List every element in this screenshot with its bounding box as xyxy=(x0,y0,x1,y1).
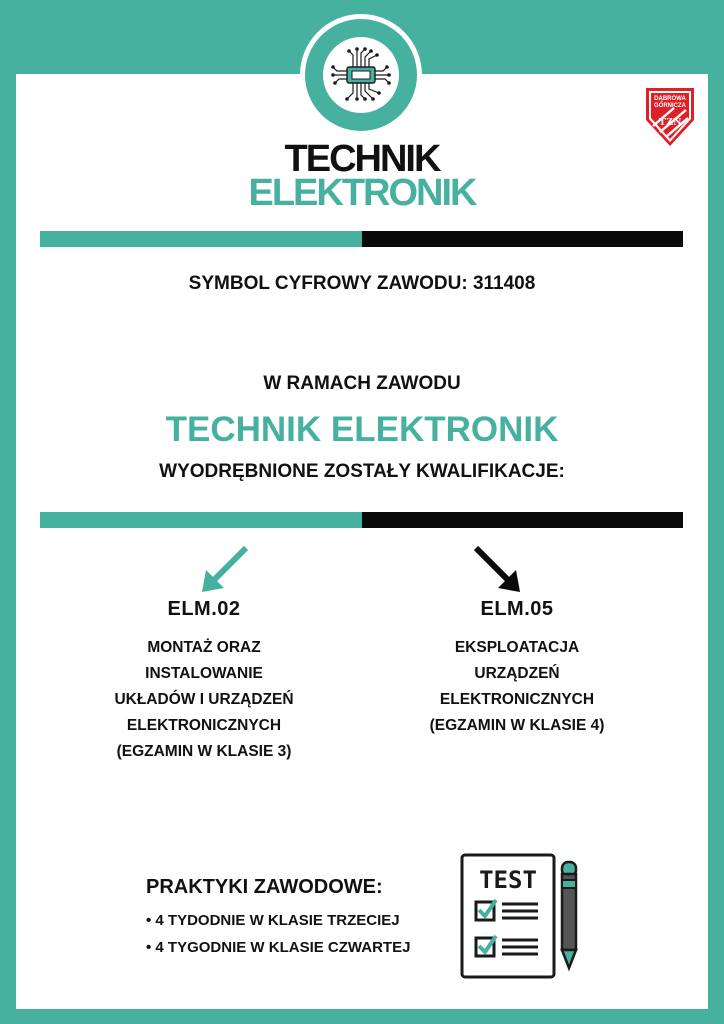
arrow-down-right-icon xyxy=(470,544,526,596)
qualification-line: (EGZAMIN W KLASIE 4) xyxy=(429,717,605,734)
qualification-line: EKSPLOATACJA xyxy=(454,639,580,656)
practice-title: PRAKTYKI ZAWODOWE: xyxy=(146,876,383,898)
occupation-name: TECHNIK ELEKTRONIK xyxy=(165,410,559,449)
practice-item: • 4 TYGODNIE W KLASIE CZWARTEJ xyxy=(146,939,411,956)
badge-letters: TZN xyxy=(658,116,682,128)
test-checklist-icon xyxy=(458,852,582,980)
qualification-elm02 xyxy=(74,598,334,765)
qualification-elm05 xyxy=(387,598,647,739)
arrow-down-left-icon xyxy=(196,544,252,596)
divider-black-segment xyxy=(362,231,683,247)
intro-line1: W RAMACH ZAWODU xyxy=(263,373,461,394)
qualification-line: UKŁADÓW I URZĄDZEŃ xyxy=(114,691,294,708)
qualification-code: ELM.02 xyxy=(167,598,241,620)
badge-line2: GÓRNICZA xyxy=(654,103,686,109)
divider-bar-top xyxy=(40,231,683,247)
divider-bar-bottom xyxy=(40,512,683,528)
qualification-line: ELEKTRONICZNYCH xyxy=(126,717,282,734)
page-title-line2: ELEKTRONIK xyxy=(248,172,476,214)
circuit-chip-icon xyxy=(323,37,399,113)
occupation-symbol: SYMBOL CYFROWY ZAWODU: 311408 xyxy=(188,273,536,294)
qualification-line: ELEKTRONICZNYCH xyxy=(439,691,595,708)
qualification-line: (EGZAMIN W KLASIE 3) xyxy=(116,743,292,760)
test-label: TEST xyxy=(479,866,537,894)
intro-line2: WYODRĘBNIONE ZOSTAŁY KWALIFIKACJE: xyxy=(159,461,565,482)
divider-teal-segment xyxy=(40,231,362,247)
badge-line1: DĄBROWA xyxy=(654,96,686,102)
practice-item: • 4 TYDODNIE W KLASIE TRZECIEJ xyxy=(146,912,400,929)
divider-black-segment xyxy=(362,512,683,528)
qualification-line: INSTALOWANIE xyxy=(145,665,263,682)
qualification-code: ELM.05 xyxy=(480,598,554,620)
divider-teal-segment xyxy=(40,512,362,528)
qualification-line: URZĄDZEŃ xyxy=(474,665,560,682)
page-title-line1: TECHNIK xyxy=(284,138,440,180)
qualification-line: MONTAŻ ORAZ xyxy=(147,639,261,656)
